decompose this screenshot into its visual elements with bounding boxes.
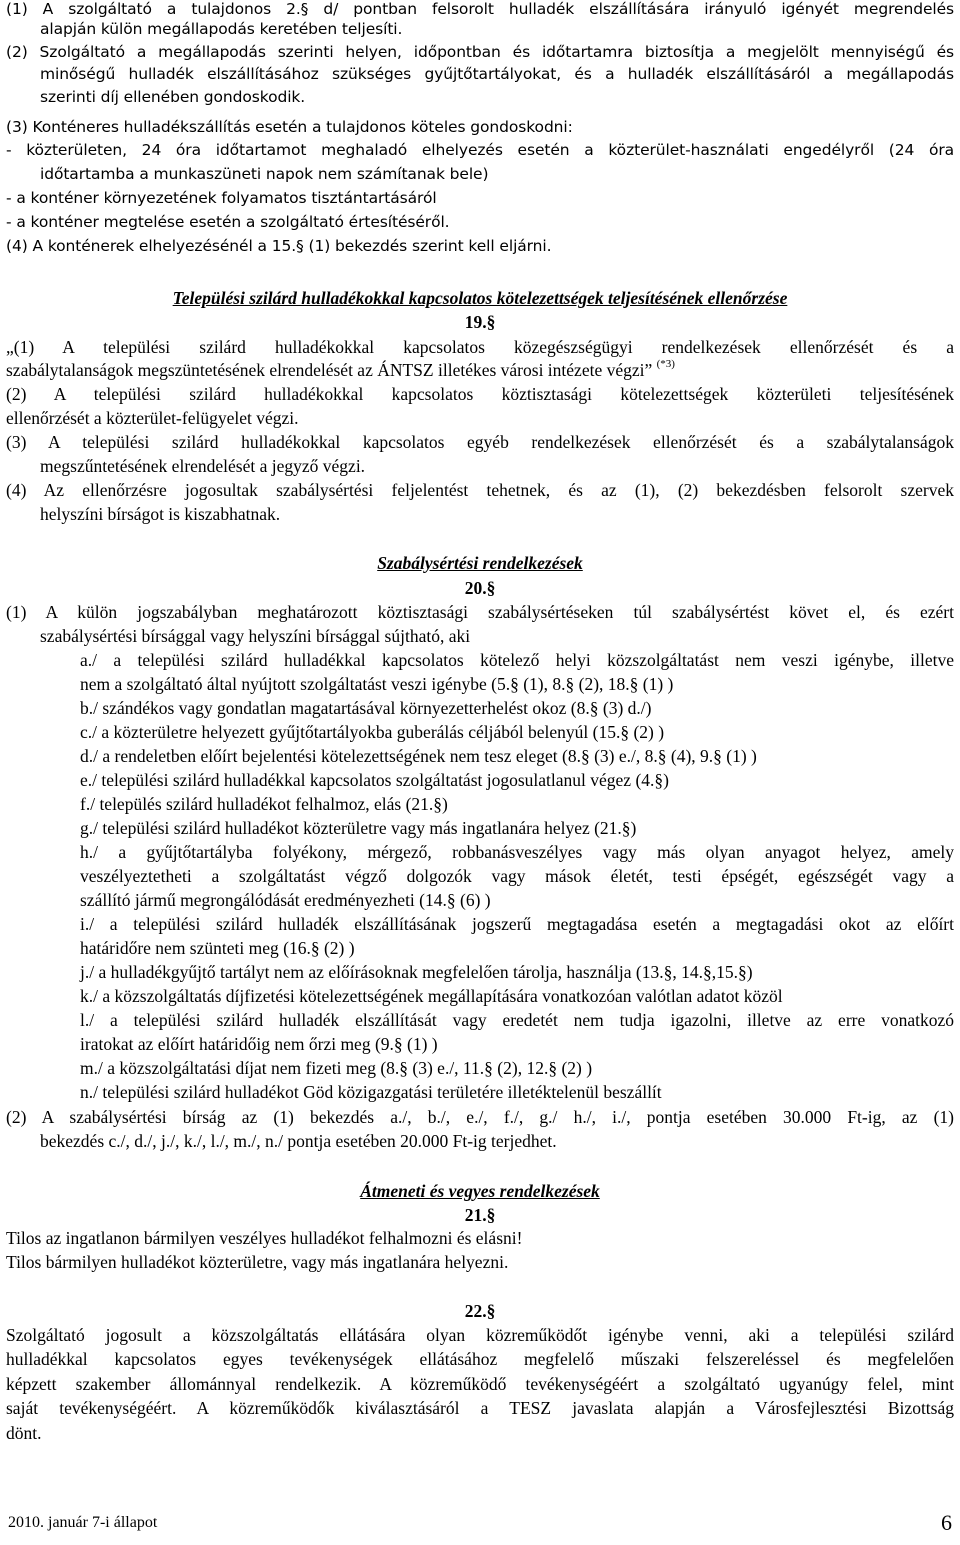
text-line [6,1374,954,1395]
text-line [6,360,954,381]
line-text: bekezdés c./, d./, j./, k./, l./, m./, n./ pontja esetében 20.000 Ft-ig terjedhet. [40,1131,557,1151]
text-line [6,432,954,453]
text-line [80,770,954,791]
text-line [6,337,954,358]
line-text: Tilos bármilyen hulladékot közterületre, vagy más ingatlanára helyezni. [6,1252,509,1272]
section-number: 21.§ [464,1205,496,1225]
section-number: 19.§ [464,312,496,332]
line-text: - a konténer megtelése esetén a szolgáltató értesítéséről. [6,213,450,231]
text-line [6,408,954,429]
line-text: - a konténer környezetének folyamatos tisztántartásáról [6,189,437,207]
line-text: szabálysértési bírsággal vagy helyszíni bírsággal sújtható, aki [40,626,471,646]
text-line [6,1228,954,1249]
line-text: (1) A szolgáltató a tulajdonos 2.§ d/ pontban felsorolt hulladék elszállítására irányuló igényét megrendelés [6,0,954,18]
text-line [40,1131,954,1152]
line-text: n./ települési szilárd hulladékot Göd közigazgatási területére illetéktelenül beszállít [80,1082,662,1102]
line-text: h./ a gyűjtőtartályba folyékony, mérgező, robbanásveszélyes vagy más olyan anyagot helyez, amely [80,842,954,862]
line-text: k./ a közszolgáltatás díjfizetési kötelezettségének megállapítására vonatkozóan valótlan adatot közöl [80,986,783,1006]
text-line [6,141,954,159]
text-line [6,1107,954,1128]
text-line [80,866,954,887]
text-line [6,1325,954,1346]
text-line [40,20,954,38]
line-text: (3) A települési szilárd hulladékokkal kapcsolatos egyéb rendelkezések ellenőrzését és a szabálytalanságok [6,432,954,452]
line-text: saját tevékenységéért. A közreműködők kiválasztásáról a TESZ javaslata alapján a Városfejlesztési Bizottság [6,1398,954,1418]
line-text: - közterületen, 24 óra időtartamot meghaladó elhelyezés esetén a közterület-használati engedélyről (24 óra [6,141,954,159]
line-text: minőségű hulladék elszállításához szükséges gyűjtőtartályokat, és a hulladék elszállításáról a megállapodás [40,65,954,83]
line-text: Tilos az ingatlanon bármilyen veszélyes hulladékot felhalmozni és elásni! [6,1228,523,1248]
text-line [0,1181,960,1202]
text-line [80,674,954,695]
text-line [6,1349,954,1370]
text-line [6,237,954,255]
line-text: (4) A konténerek elhelyezésénél a 15.§ (1) bekezdés szerint kell eljárni. [6,237,552,255]
line-text: (1) A külön jogszabályban meghatározott köztisztasági szabálysértéseken túl szabálysértést követ el, és ezért [6,602,954,622]
text-line [80,794,954,815]
line-text: j./ a hulladékgyűjtő tartályt nem az előírásoknak megfelelően tárolja, használja (13.§, 14.§,15.§) [80,962,753,982]
text-line [6,213,954,231]
line-text: m./ a közszolgáltatási díjat nem fizeti meg (8.§ (3) e./, 11.§ (2), 12.§ (2) ) [80,1058,593,1078]
line-text: l./ a települési szilárd hulladék elszállítását vagy eredetét nem tudja igazolni, illetve az erre vonatkozó [80,1010,954,1030]
line-text: Szolgáltató jogosult a közszolgáltatás ellátására olyan közreműködőt igénybe venni, aki a települési szilárd [6,1325,954,1345]
line-text: c./ a közterületre helyezett gyűjtőtartályokba guberálás céljából belenyúl (15.§ (2) ) [80,722,665,742]
line-text: szabálytalanságok megszüntetésének elrendelését az ÁNTSZ illetékes városi intézete végzi” [6,360,657,380]
line-text: „(1) A települési szilárd hulladékokkal kapcsolatos közegészségügyi rendelkezések ellenőrzését és a [6,337,954,357]
text-line [80,986,954,1007]
text-line [6,43,954,61]
line-text: e./ települési szilárd hulladékkal kapcsolatos szolgáltatást jogosulatlanul végez (4.§) [80,770,669,790]
line-text: (2) A szabálysértési bírság az (1) bekezdés a./, b./, e./, f./, g./ h./, i./, pontja esetében 30.000 Ft-ig, az (1) [6,1107,954,1127]
text-line [6,1423,954,1444]
text-line [80,746,954,767]
footer-date: 2010. január 7-i állapot [8,1514,158,1531]
text-line [6,602,954,623]
text-line [6,480,954,501]
text-line [40,88,954,106]
text-line [6,1252,954,1273]
line-text: a./ a települési szilárd hulladékkal kapcsolatos kötelező helyi közszolgáltatást nem veszi igénybe, illetve [80,650,954,670]
text-line [0,288,960,309]
text-line [0,553,960,574]
text-line [0,312,960,333]
text-line [40,65,954,83]
text-line [0,578,960,599]
text-line [80,1010,954,1031]
text-line [0,1205,960,1226]
text-line [40,165,954,183]
text-line [6,118,954,136]
text-line [80,818,954,839]
text-line [80,938,954,959]
section-number: 20.§ [464,578,496,598]
line-text: szerinti díj ellenében gondoskodik. [40,88,306,106]
line-text: időtartamba a munkaszüneti napok nem számítanak bele) [40,165,489,183]
line-text: iratokat az előírt határidőig nem őrzi meg (9.§ (1) ) [80,1034,438,1054]
line-text: (4) Az ellenőrzésre jogosultak szabálysértési feljelentést tehetnek, és az (1), (2) bekezdésben felsorolt szervek [6,480,954,500]
line-text: f./ település szilárd hulladékot felhalmoz, elás (21.§) [80,794,448,814]
text-line [80,1034,954,1055]
line-text: hulladékkal kapcsolatos egyes tevékenységek ellátásához megfelelő műszaki felszereléssel és megfelelően [6,1349,954,1369]
line-text: ellenőrzését a közterület-felügyelet végzi. [6,408,299,428]
line-text: g./ települési szilárd hulladékot közterületre vagy más ingatlanára helyez (21.§) [80,818,637,838]
line-text: i./ a települési szilárd hulladék elszállításának jogszerű megtagadása esetén a megtagadási okot az előírt [80,914,954,934]
text-line [80,698,954,719]
text-line [40,626,954,647]
line-text: d./ a rendeletben előírt bejelentési kötelezettségének nem tesz eleget (8.§ (3) e./, 8.§ (4), 9.§ (1) ) [80,746,757,766]
text-line [6,189,954,207]
text-line [80,1082,954,1103]
line-text: (2) Szolgáltató a megállapodás szerinti helyen, időpontban és időtartamra biztosítja a megjelölt mennyiségű és [6,43,954,61]
section-number: 22.§ [464,1301,496,1321]
line-text: képzett szakember állománnyal rendelkezik. A közreműködő tevékenységéért a szolgáltató ugyanúgy felel, mint [6,1374,954,1394]
line-text: nem a szolgáltató által nyújtott szolgáltatást veszi igénybe (5.§ (1), 8.§ (2), 18.§ (1) ) [80,674,674,694]
text-line [6,0,954,18]
line-text: dönt. [6,1423,42,1443]
section-heading: Átmeneti és vegyes rendelkezések [360,1181,600,1201]
text-line [80,962,954,983]
text-line [80,842,954,863]
line-text: szállító jármű megrongálódását eredményezheti (14.§ (6) ) [80,890,491,910]
text-line [6,384,954,405]
line-text: alapján külön megállapodás keretében teljesíti. [40,20,403,38]
line-text: helyszíni bírságot is kiszabhatnak. [40,504,281,524]
line-text: b./ szándékos vagy gondatlan magatartásával környezetterhelést okoz (8.§ (3) d./) [80,698,652,718]
section-heading: Települési szilárd hulladékokkal kapcsolatos kötelezettségek teljesítésének ellenőrzése [172,288,788,308]
page-number: 6 [941,1510,952,1535]
text-line [80,914,954,935]
line-text: (3) Konténeres hulladékszállítás esetén a tulajdonos köteles gondoskodni: [6,118,573,136]
text-line [40,456,954,477]
text-line [0,1301,960,1322]
text-line [80,1058,954,1079]
line-text: veszélyeztetheti a szolgáltatást végző dolgozók vagy mások életét, testi épségét, egészségét vagy a [80,866,954,886]
text-line [6,1398,954,1419]
text-line [80,722,954,743]
line-text: (2) A települési szilárd hulladékokkal kapcsolatos köztisztasági kötelezettségek közterületi teljesítésének [6,384,954,404]
text-line [80,890,954,911]
footnote-marker: (*3) [656,358,675,371]
line-text: határidőre nem szünteti meg (16.§ (2) ) [80,938,355,958]
line-text: megszűntetésének elrendelését a jegyző végzi. [40,456,366,476]
text-line [40,504,954,525]
text-line [80,650,954,671]
section-heading: Szabálysértési rendelkezések [377,553,583,573]
